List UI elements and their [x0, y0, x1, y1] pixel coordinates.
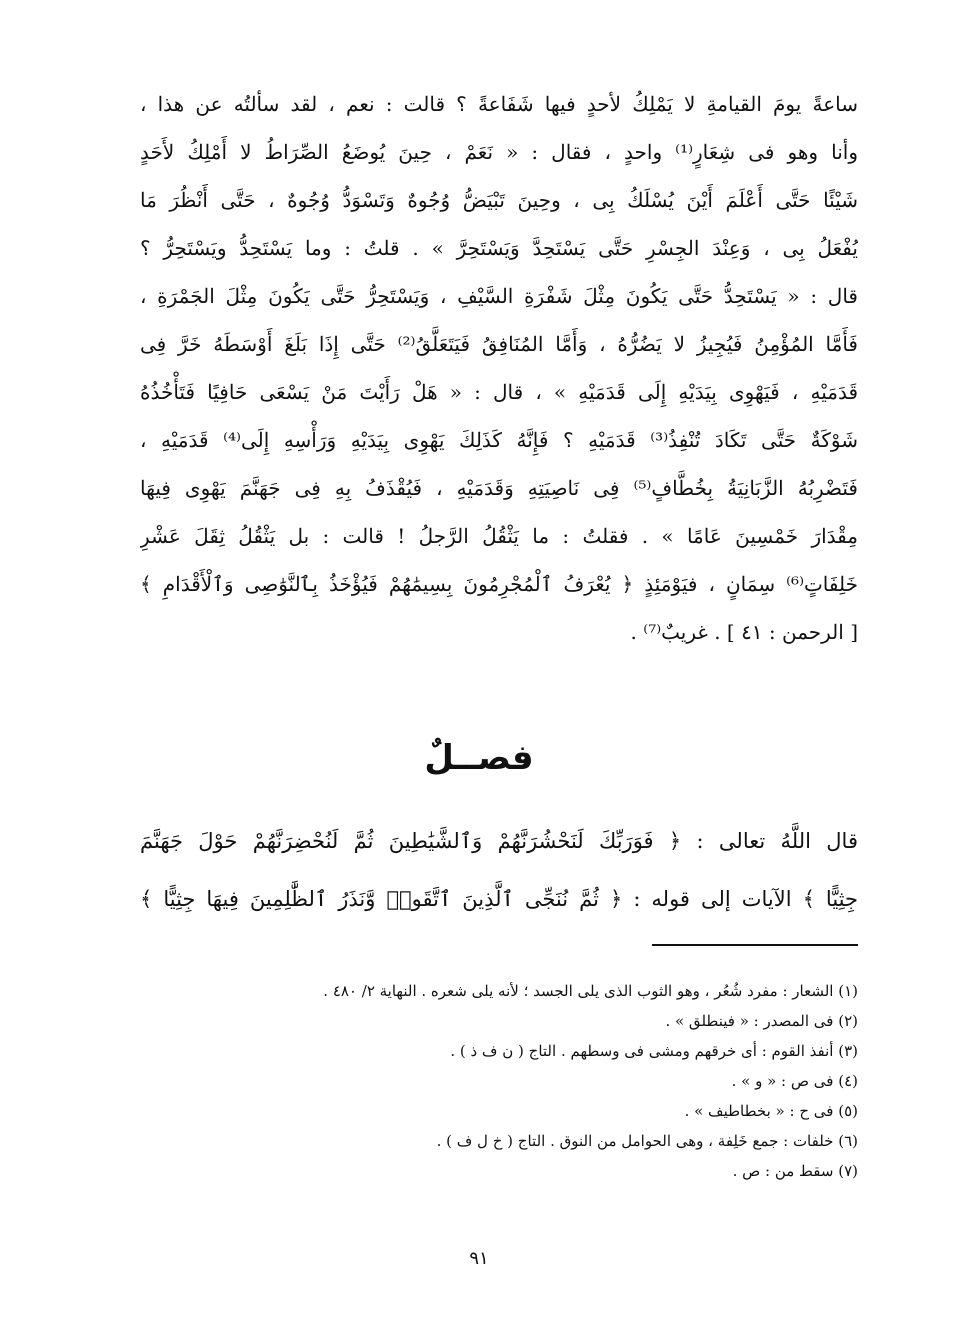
text-line: ساعةً يومَ القيامةِ لا يَمْلِكُ لأحدٍ فيها شَفَاعةً ؟ قالت : نعم ، لقد سألتُه عن هذا ،	[140, 92, 858, 116]
text-line: شَوْكَةٌ حَتَّى تَكَادَ تُنْفِذُ⁽³⁾ قَدَمَيْهِ ؟ فَإِنَّهُ كَذَلِكَ يَهْوِى بِيَدَيْهِ وَرَأْسِهِ إِلَى⁽⁴⁾ قَدَمَيْهِ ،	[140, 428, 858, 452]
page-number: ٩١	[469, 1248, 489, 1269]
text-line: خَلِفَاتٍ⁽⁶⁾ سِمَانٍ ، فيَوْمَئِذٍ ﴿ يُعْرَفُ ٱلْمُجْرِمُونَ بِسِيمَٰهُمْ فَيُؤْخَذُ بِٱلنَّوَٰصِى وَٱلْأَقْدَامِ ﴾	[140, 572, 858, 596]
text-line: يُفْعَلُ بِى ، وَعِنْدَ الجِسْرِ حَتَّى يَسْتَحِدَّ وَيَسْتَحِرَّ » . قلتُ : وما يَسْتَحِدُّ ويَسْتَحِرُّ ؟	[140, 236, 858, 260]
text-line: قَدَمَيْهِ ، فَيَهْوِى بِيَدَيْهِ إِلَى قَدَمَيْهِ » ، قال : « هَلْ رَأَيْتَ مَنْ يَسْعَى حَافِيًا فَتَأْخُذُهُ	[140, 380, 858, 404]
text-line: مِقْدَارَ خَمْسِينَ عَامًا » . فقلتُ : ما يَثْقُلُ الرَّجلُ ! قالت : بل يَثْقُلُ ثِقَلَ عَشْرِ	[140, 524, 858, 548]
text-line: فَتَضْرِبُهُ الزَّبَانِيَةُ بِخُطَّافٍ⁽⁵⁾ فِى نَاصِيَتِهِ وَقَدَمَيْهِ ، فَيُقْذَفُ بِهِ فِى جَهَنَّمَ يَهْوِى فِيهَا	[140, 476, 858, 500]
text-line: شَيْئًا حَتَّى أَعْلَمَ أَيْنَ يُسْلَكُ بِى ، وحِينَ تَبْيَضُّ وُجُوهٌ وَتَسْوَدُّ وُجُوهٌ ، حَتَّى أَنْظُرَ مَا	[140, 188, 858, 212]
footnote-divider	[652, 944, 858, 946]
footnote-item: (٦) خلفات : جمع خَلِفة ، وهى الحوامل من النوق . التاج ( خ ل ف ) .	[436, 1132, 858, 1150]
section-line: جِثِيًّا ﴾ الآيات إلى قوله : ﴿ ثُمَّ نُنَجِّى ٱلَّذِينَ ٱتَّقَوا۟ وَّنَذَرُ ٱلظَّٰلِمِينَ فِيهَا جِثِيًّا ﴾	[140, 887, 858, 911]
text-line: وأنا وهو فى شِعَارٍ⁽¹⁾ واحدٍ ، فقال : « نَعَمْ ، حِينَ يُوضَعُ الصِّرَاطُ لا أَمْلِكُ لأَحَدٍ	[140, 140, 858, 164]
section-line: قال اللَّهُ تعالى : ﴿ فَوَرَبِّكَ لَنَحْشُرَنَّهُمْ وَٱلشَّيَٰطِينَ ثُمَّ لَنُحْضِرَنَّهُمْ حَوْلَ جَهَنَّمَ	[140, 829, 858, 853]
footnotes-block	[140, 976, 858, 1186]
text-line: فَأَمَّا المُؤْمِنُ فَيُجِيزُ لا يَضُرُّهُ ، وَأَمَّا المُنَافِقُ فَيَتَعَلَّقُ⁽²⁾ حَتَّى إِذَا بَلَغَ أَوْسَطَهُ خَرَّ فِى	[140, 332, 858, 356]
footnote-item: (٣) أنفذ القوم : أى خرقهم ومشى فى وسطهم . التاج ( ن ف ذ ) .	[450, 1042, 858, 1060]
footnote-item: (١) الشعار : مفرد شُعُر ، وهو الثوب الذى يلى الجسد ؛ لأنه يلى شعره . النهاية ٢/ ٤٨٠ .	[323, 982, 858, 1000]
main-text-block	[140, 80, 858, 656]
text-line-citation: [ الرحمن : ٤١ ] . غريبٌ⁽⁷⁾ .	[630, 620, 858, 644]
text-line: قال : « يَسْتَحِدُّ حَتَّى يَكُونَ مِثْلَ شَفْرَةِ السَّيْفِ ، وَيَسْتَحِرُّ حَتَّى يَكُونَ مِثْلَ الجَمْرَةِ ،	[140, 284, 858, 308]
section-heading: فصــلٌ	[424, 738, 534, 778]
footnote-item: (٥) فى ح : « بخطاطيف » .	[684, 1102, 858, 1120]
footnote-item: (٢) فى المصدر : « فينطلق » .	[665, 1012, 858, 1030]
section-text-block	[140, 812, 858, 928]
footnote-item: (٤) فى ص : « و » .	[731, 1072, 858, 1090]
footnote-item: (٧) سقط من : ص .	[732, 1162, 858, 1180]
